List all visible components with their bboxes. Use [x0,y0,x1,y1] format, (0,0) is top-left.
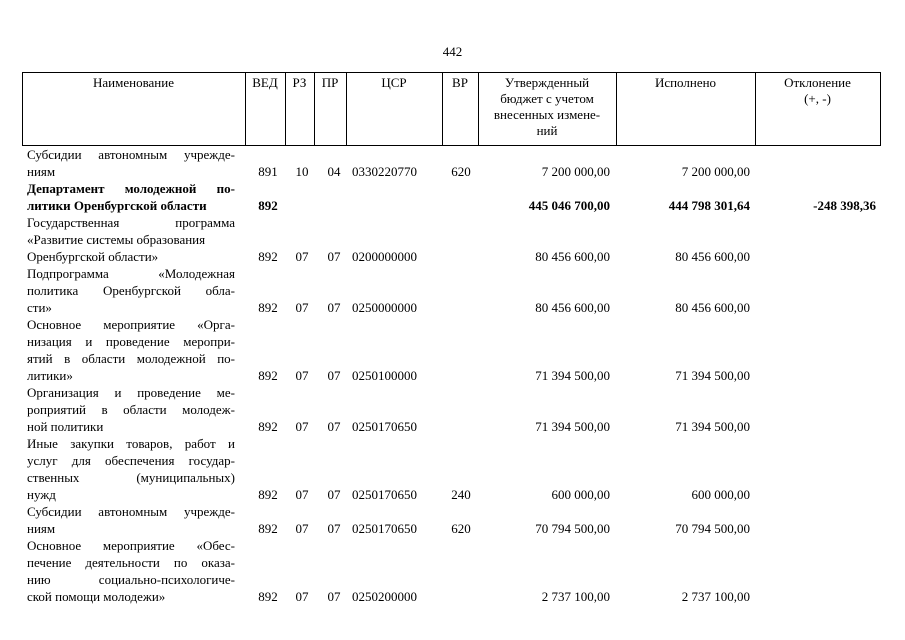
header-deviation [755,75,880,107]
row-executed: 70 794 500,00 [675,521,750,536]
row-name-line: ственных (муниципальных) [27,470,235,485]
row-name-line: роприятий в области молодеж- [27,402,235,417]
row-budget: 7 200 000,00 [541,164,610,179]
row-name-line: Подпрограмма «Молодежная [27,266,235,281]
row-rz: 07 [295,368,309,383]
row-ved: 892 [258,589,278,604]
row-deviation: -248 398,36 [813,198,876,213]
row-name-line: нужд [27,487,56,502]
row-csr: 0250170650 [352,419,417,434]
row-executed: 7 200 000,00 [681,164,750,179]
row-budget: 80 456 600,00 [535,300,610,315]
header-ved: ВЕД [252,75,278,90]
row-executed: 2 737 100,00 [681,589,750,604]
row-name-line: Иные закупки товаров, работ и [27,436,235,451]
row-name [27,146,235,180]
row-name [27,316,235,384]
row-name [27,435,235,503]
row-name-line: Оренбургской области» [27,249,159,264]
header-deviation-line: Отклонение [784,75,851,90]
row-executed: 600 000,00 [691,487,750,502]
row-executed: 80 456 600,00 [675,249,750,264]
row-rz: 07 [295,589,309,604]
row-pr: 07 [327,487,341,502]
row-ved: 892 [258,487,278,502]
row-vr: 620 [451,521,471,536]
row-pr: 07 [327,589,341,604]
row-budget: 2 737 100,00 [541,589,610,604]
row-csr: 0330220770 [352,164,417,179]
header-budget-line: Утвержденный [504,75,590,90]
page-number: 442 [442,44,463,59]
row-name-line: Организация и проведение ме- [27,385,235,400]
row-vr: 240 [451,487,471,502]
header-budget-line: ний [536,123,558,138]
row-ved: 892 [258,198,278,213]
row-ved: 892 [258,521,278,536]
row-name-line: услуг для обеспечения государ- [27,453,235,468]
row-pr: 07 [327,419,341,434]
row-csr: 0250100000 [352,368,417,383]
header-rz: РЗ [292,75,307,90]
row-csr: 0200000000 [352,249,417,264]
row-rz: 10 [295,164,309,179]
row-ved: 892 [258,419,278,434]
row-name-line: нию социально-психологиче- [27,572,235,587]
row-rz: 07 [295,487,309,502]
row-rz: 07 [295,249,309,264]
row-csr: 0250200000 [352,589,417,604]
header-name: Наименование [93,75,174,90]
header-budget-line: внесенных измене- [493,107,601,122]
header-budget-line: бюджет с учетом [500,91,594,106]
row-name-line: Субсидии автономным учрежде- [27,147,235,162]
row-ved: 892 [258,368,278,383]
row-csr: 0250170650 [352,521,417,536]
row-name-line: Субсидии автономным учрежде- [27,504,235,519]
row-name [27,537,235,605]
header-deviation-line: (+, -) [804,91,831,106]
row-budget: 80 456 600,00 [535,249,610,264]
row-name [27,265,235,316]
row-executed: 71 394 500,00 [675,419,750,434]
row-budget: 70 794 500,00 [535,521,610,536]
row-name-line: ятий в области молодежной по- [27,351,235,366]
row-name [27,503,235,537]
row-pr: 07 [327,249,341,264]
row-name-line: ской помощи молодежи» [27,589,166,604]
row-ved: 891 [258,164,278,179]
row-rz: 07 [295,521,309,536]
row-name-line: печение деятельности по оказа- [27,555,235,570]
row-name-line: «Развитие системы образования [27,232,206,247]
row-name-line: литики» [27,368,73,383]
header-pr: ПР [321,75,339,90]
header-csr: ЦСР [381,75,407,90]
row-name-line: Государственная программа [27,215,235,230]
row-name-line: Основное мероприятие «Орга- [27,317,235,332]
row-csr: 0250000000 [352,300,417,315]
row-ved: 892 [258,249,278,264]
row-rz: 07 [295,419,309,434]
row-executed: 444 798 301,64 [668,198,750,213]
header-top-rule [22,72,881,73]
row-pr: 04 [327,164,341,179]
row-budget: 71 394 500,00 [535,368,610,383]
row-budget: 600 000,00 [551,487,610,502]
row-budget: 71 394 500,00 [535,419,610,434]
row-name [27,180,235,214]
header-executed: Исполнено [654,75,717,90]
header-budget [478,75,616,139]
row-budget: 445 046 700,00 [528,198,610,213]
row-name-line: сти» [27,300,52,315]
row-executed: 80 456 600,00 [675,300,750,315]
row-executed: 71 394 500,00 [675,368,750,383]
row-name-line: литики Оренбургской области [27,198,207,213]
row-ved: 892 [258,300,278,315]
table-header [22,72,881,146]
row-csr: 0250170650 [352,487,417,502]
row-pr: 07 [327,521,341,536]
row-name-line: Департамент молодежной по- [27,181,235,196]
row-pr: 07 [327,368,341,383]
row-pr: 07 [327,300,341,315]
row-name-line: ной политики [27,419,104,434]
row-name-line: политика Оренбургской обла- [27,283,235,298]
row-name [27,384,235,435]
row-name-line: ниям [27,164,56,179]
row-name-line: низация и проведение меропри- [27,334,235,349]
row-name-line: ниям [27,521,56,536]
row-vr: 620 [451,164,471,179]
row-rz: 07 [295,300,309,315]
row-name [27,214,235,265]
column-divider [880,72,881,146]
row-name-line: Основное мероприятие «Обес- [27,538,235,553]
header-vr: ВР [452,75,468,90]
